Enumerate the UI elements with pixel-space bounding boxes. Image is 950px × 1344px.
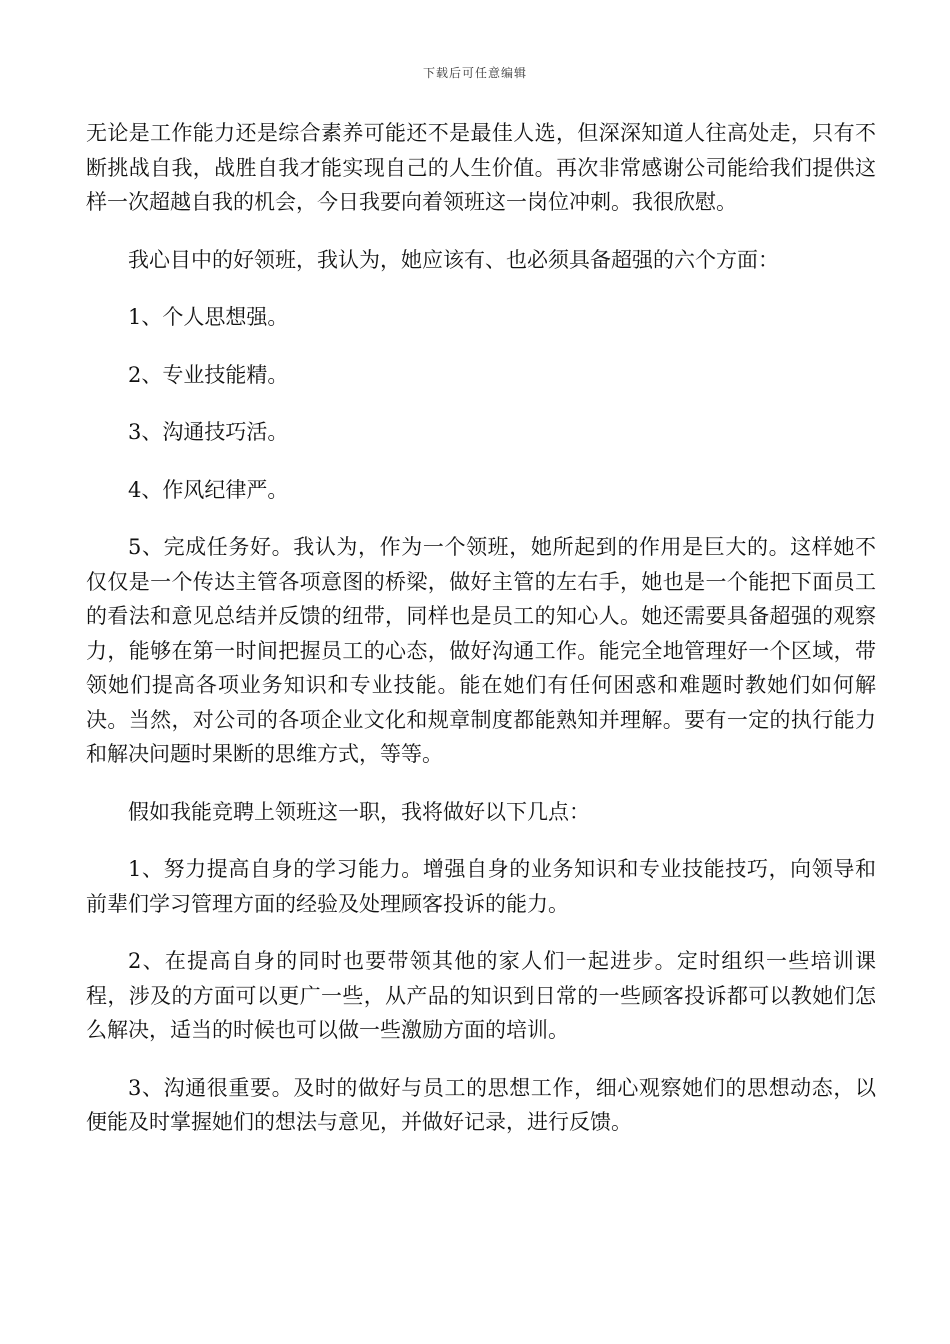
paragraph-good-leader-intro: 我心目中的好领班，我认为，她应该有、也必须具备超强的六个方面：: [128, 247, 779, 272]
paragraph-intro: 无论是工作能力还是综合素养可能还不是最佳人选，但深深知道人往高处走，只有不断挑战自我，战胜自我才能实现自己的人生价值。再次非常感谢公司能给我们提供这样一次超越自我的机会，今日我要向着领班这一岗位冲刺。我很欣慰。: [86, 121, 876, 214]
plan-item-1: 1、努力提高自身的学习能力。增强自身的业务知识和专业技能技巧，向领导和前辈们学习管理方面的经验及处理顾客投诉的能力。: [86, 857, 876, 916]
list-item-1: 1、个人思想强。: [128, 305, 289, 329]
document-body: [86, 116, 876, 1163]
list-item-2: 2、专业技能精。: [128, 362, 289, 387]
list-item-3: 3、沟通技巧活。: [128, 420, 289, 444]
list-item-4: 4、作风纪律严。: [128, 477, 289, 502]
plan-item-3: 3、沟通很重要。及时的做好与员工的思想工作，细心观察她们的思想动态，以便能及时掌握她们的想法与意见，并做好记录，进行反馈。: [86, 1075, 876, 1134]
list-item-5: 5、完成任务好。我认为，作为一个领班，她所起到的作用是巨大的。这样她不仅仅是一个传达主管各项意图的桥梁，做好主管的左右手，她也是一个能把下面员工的看法和意见总结并反馈的纽带，同样也是员工的知心人。她还需要具备超强的观察力，能够在第一时间把握员工的心态，做好沟通工作。能完全地管理好一个区域，带领她们提高各项业务知识和专业技能。能在她们有任何困惑和难题时教她们如何解决。当然，对公司的各项企业文化和规章制度都能熟知并理解。要有一定的执行能力和解决问题时果断的思维方式，等等。: [86, 535, 876, 766]
page-header: 下载后可任意编辑: [422, 66, 527, 80]
paragraph-plan-intro: 假如我能竞聘上领班这一职，我将做好以下几点：: [128, 799, 590, 824]
plan-item-2: 2、在提高自身的同时也要带领其他的家人们一起进步。定时组织一些培训课程，涉及的方面可以更广一些，从产品的知识到日常的一些顾客投诉都可以教她们怎么解决，适当的时候也可以做一些激励方面的培训。: [86, 949, 876, 1042]
